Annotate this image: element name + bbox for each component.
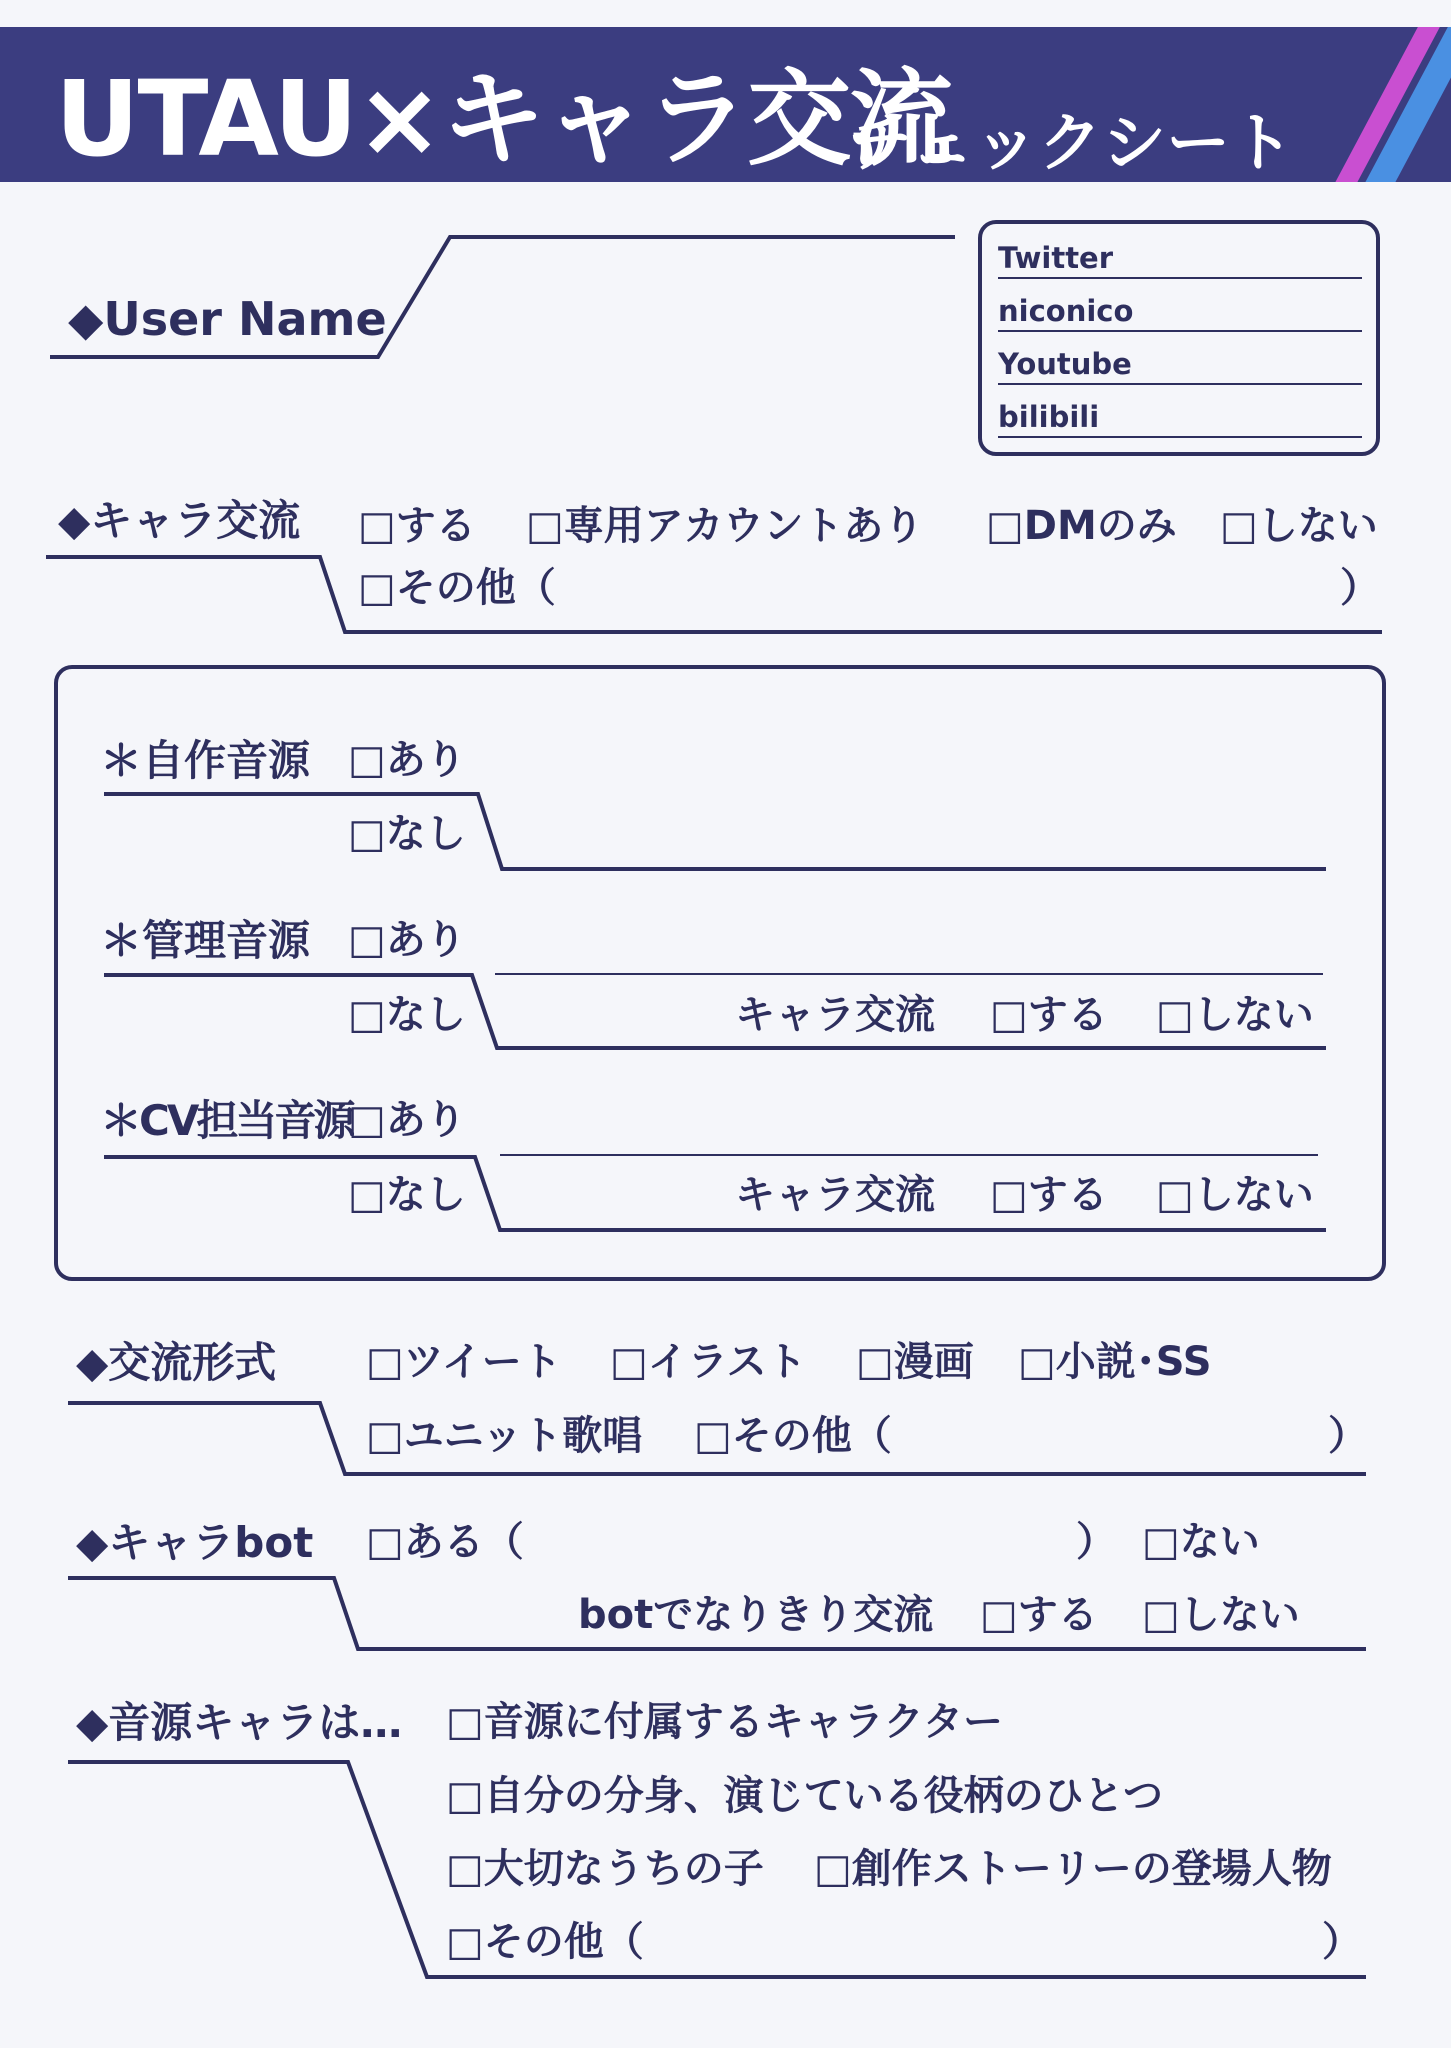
chara-is-other-close: ）	[1322, 1919, 1362, 1965]
sns-twitter-label: Twitter	[998, 241, 1114, 275]
cv-voicebank-koryu-dont[interactable]: □しない	[1156, 1172, 1314, 1218]
chara-koryu-option-other[interactable]: □その他（	[358, 565, 556, 611]
format-novel[interactable]: □小説･SS	[1018, 1339, 1212, 1385]
chara-is-bundled[interactable]: □音源に付属するキャラクター	[446, 1699, 1003, 1745]
format-manga[interactable]: □漫画	[856, 1339, 974, 1385]
sns-bilibili-label: bilibili	[998, 400, 1100, 434]
cv-voicebank-yes[interactable]: □あり	[348, 1097, 466, 1143]
chara-koryu-other-close: ）	[1340, 565, 1380, 611]
chara-koryu-option-dedicated[interactable]: □専用アカウントあり	[526, 503, 924, 549]
cv-voicebank-no[interactable]: □なし	[348, 1172, 466, 1218]
bot-has[interactable]: □ある（	[366, 1519, 524, 1565]
user-name-label: ◆User Name	[68, 292, 387, 346]
chara-is-other[interactable]: □その他（	[446, 1919, 644, 1965]
bot-none[interactable]: □ない	[1142, 1519, 1260, 1565]
own-voicebank-no[interactable]: □なし	[348, 811, 466, 857]
managed-voicebank-koryu-dont[interactable]: □しない	[1156, 992, 1314, 1038]
sns-youtube-label: Youtube	[998, 347, 1132, 381]
bot-has-close: ）	[1076, 1519, 1116, 1565]
bot-narikiri-label: botでなりきり交流	[578, 1592, 934, 1638]
chara-is-label: ◆音源キャラは…	[76, 1698, 403, 1747]
page-subtitle: チェックシート	[848, 107, 1295, 181]
format-other[interactable]: □その他（	[694, 1413, 892, 1459]
chara-koryu-option-shinai[interactable]: □しない	[1220, 503, 1378, 549]
chara-is-alter-ego[interactable]: □自分の分身、演じている役柄のひとつ	[446, 1773, 1163, 1819]
format-other-close: ）	[1328, 1413, 1368, 1459]
own-voicebank-yes[interactable]: □あり	[348, 737, 466, 783]
format-illust[interactable]: □イラスト	[610, 1339, 807, 1385]
sns-niconico-label: niconico	[998, 294, 1134, 328]
managed-voicebank-yes[interactable]: □あり	[348, 917, 466, 963]
own-voicebank-label: ＊自作音源	[100, 736, 311, 785]
cv-voicebank-koryu-label: キャラ交流	[735, 1172, 935, 1218]
cv-voicebank-koryu-do[interactable]: □する	[990, 1172, 1108, 1218]
managed-voicebank-koryu-do[interactable]: □する	[990, 992, 1108, 1038]
chara-is-uchinoko[interactable]: □大切なうちの子	[446, 1846, 764, 1892]
format-tweet[interactable]: □ツイート	[366, 1339, 562, 1385]
managed-voicebank-no[interactable]: □なし	[348, 992, 466, 1038]
chara-is-story-character[interactable]: □創作ストーリーの登場人物	[814, 1846, 1332, 1892]
format-unit-singing[interactable]: □ユニット歌唱	[366, 1413, 643, 1459]
managed-voicebank-koryu-label: キャラ交流	[735, 992, 935, 1038]
chara-koryu-label: ◆キャラ交流	[58, 496, 301, 545]
managed-voicebank-label: ＊管理音源	[100, 916, 311, 965]
bot-narikiri-dont[interactable]: □しない	[1142, 1592, 1300, 1638]
bot-label: ◆キャラbot	[76, 1518, 314, 1567]
chara-koryu-option-dm[interactable]: □DMのみ	[986, 503, 1177, 549]
format-label: ◆交流形式	[76, 1338, 277, 1387]
bot-narikiri-do[interactable]: □する	[980, 1592, 1098, 1638]
chara-koryu-option-suru[interactable]: □する	[358, 503, 476, 549]
cv-voicebank-label: ＊CV担当音源	[100, 1096, 353, 1145]
page-title: UTAU×キャラ交流	[55, 58, 952, 180]
